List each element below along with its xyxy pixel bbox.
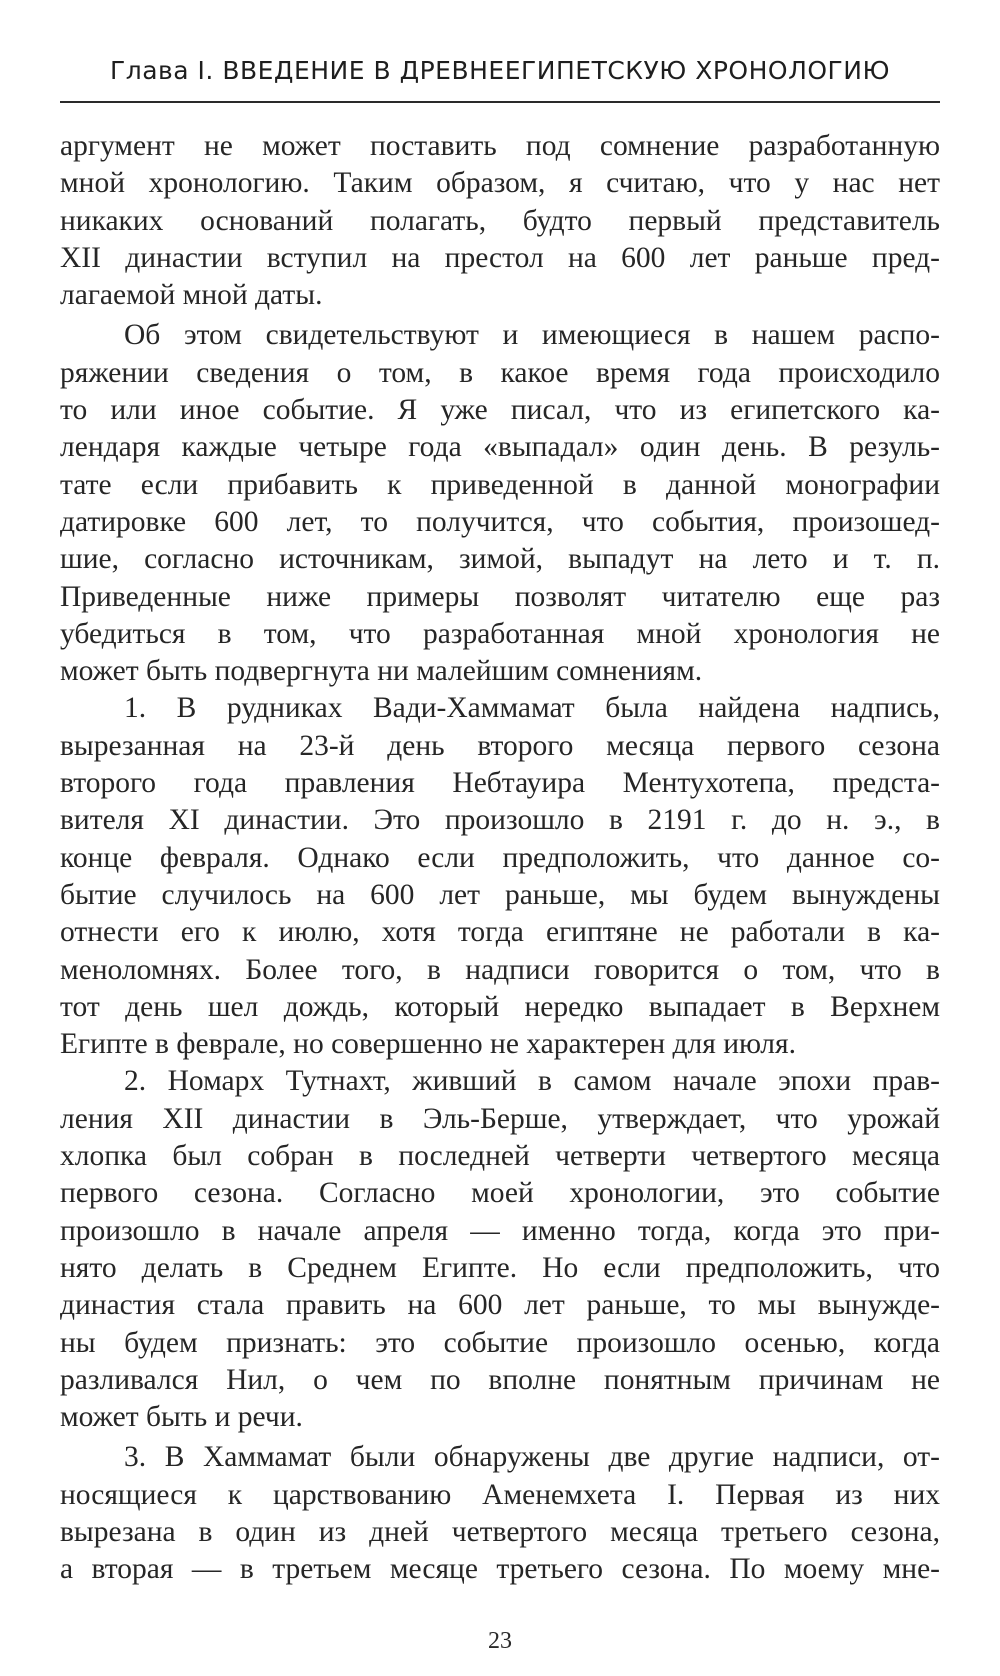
text-line: Приведенные ниже примеры позволят читателю еще раз (60, 580, 940, 613)
text-line: Об этом свидетельствуют и имеющиеся в нашем распо- (124, 319, 940, 352)
text-line: то или иное событие. Я уже писал, что из египетского ка- (60, 394, 940, 427)
text-line: лагаемой мной даты. (60, 279, 323, 312)
text-line: XII династии вступил на престол на 600 лет раньше пред- (60, 241, 940, 274)
text-line: а вторая — в третьем месяце третьего сезона. По моему мне- (60, 1553, 940, 1586)
paragraph (60, 690, 940, 1063)
page-number: 23 (488, 1628, 512, 1654)
text-line: династия стала править на 600 лет раньше, то мы вынужде- (60, 1289, 940, 1322)
paragraph (60, 1063, 940, 1436)
text-line: ления XII династии в Эль-Берше, утверждает, что урожай (60, 1102, 940, 1135)
text-line: может быть подвергнута ни малейшим сомнениям. (60, 655, 703, 688)
text-line: 3. В Хаммамат были обнаружены две другие надписи, от- (124, 1441, 940, 1474)
paragraph (60, 1439, 940, 1588)
text-line: произошло в начале апреля — именно тогда, когда это при- (60, 1214, 940, 1247)
text-line: конце февраля. Однако если предположить, что данное со- (60, 841, 940, 874)
text-line: вителя XI династии. Это произошло в 2191 г. до н. э., в (60, 804, 940, 837)
text-line: может быть и речи. (60, 1401, 303, 1434)
text-line: вырезана в один из дней четвертого месяца третьего сезона, (60, 1515, 940, 1548)
text-line: мной хронологию. Таким образом, я считаю, что у нас нет (60, 167, 940, 200)
text-line: бытие случилось на 600 лет раньше, мы будем вынуждены (60, 878, 940, 911)
running-head: Глава I. ВВЕДЕНИЕ В ДРЕВНЕЕГИПЕТСКУЮ ХРОНОЛОГИЮ (110, 56, 890, 85)
text-line: тот день шел дождь, который нередко выпадает в Верхнем (60, 990, 940, 1023)
text-line: Египте в феврале, но совершенно не характерен для июля. (60, 1028, 796, 1061)
text-line: носящиеся к царствованию Аменемхета I. Первая из них (60, 1478, 940, 1511)
text-line: 2. Номарх Тутнахт, живший в самом начале эпохи прав- (124, 1065, 940, 1098)
text-line: отнести его к июлю, хотя тогда египтяне не работали в ка- (60, 916, 940, 949)
paragraph (60, 317, 940, 690)
text-line: первого сезона. Согласно моей хронологии, это событие (60, 1177, 940, 1210)
header-rule (60, 101, 940, 103)
text-line: датировке 600 лет, то получится, что события, произошед- (60, 505, 940, 538)
text-line: лендаря каждые четыре года «выпадал» один день. В резуль- (60, 431, 940, 464)
text-line: аргумент не может поставить под сомнение разработанную (60, 130, 940, 162)
text-line: меноломнях. Более того, в надписи говорится о том, что в (60, 953, 940, 986)
text-line: хлопка был собран в последней четверти четвертого месяца (60, 1140, 940, 1173)
paragraph (60, 128, 940, 314)
text-line: ны будем признать: это событие произошло осенью, когда (60, 1326, 940, 1359)
text-line: тате если прибавить к приведенной в данной монографии (60, 468, 940, 501)
text-line: второго года правления Небтауира Ментухотепа, предста- (60, 767, 940, 800)
text-line: никаких оснований полагать, будто первый представитель (60, 204, 940, 237)
text-line: убедиться в том, что разработанная мной хронология не (60, 617, 940, 650)
text-line: вырезанная на 23-й день второго месяца первого сезона (60, 729, 940, 762)
text-line: 1. В рудниках Вади-Хаммамат была найдена надпись, (124, 692, 940, 725)
text-line: ряжении сведения о том, в какое время года происходило (60, 356, 940, 389)
text-line: разливался Нил, о чем по вполне понятным причинам не (60, 1363, 940, 1396)
text-line: нято делать в Среднем Египте. Но если предположить, что (60, 1251, 940, 1284)
body-text (60, 128, 940, 1589)
text-line: шие, согласно источникам, зимой, выпадут на лето и т. п. (60, 543, 940, 576)
